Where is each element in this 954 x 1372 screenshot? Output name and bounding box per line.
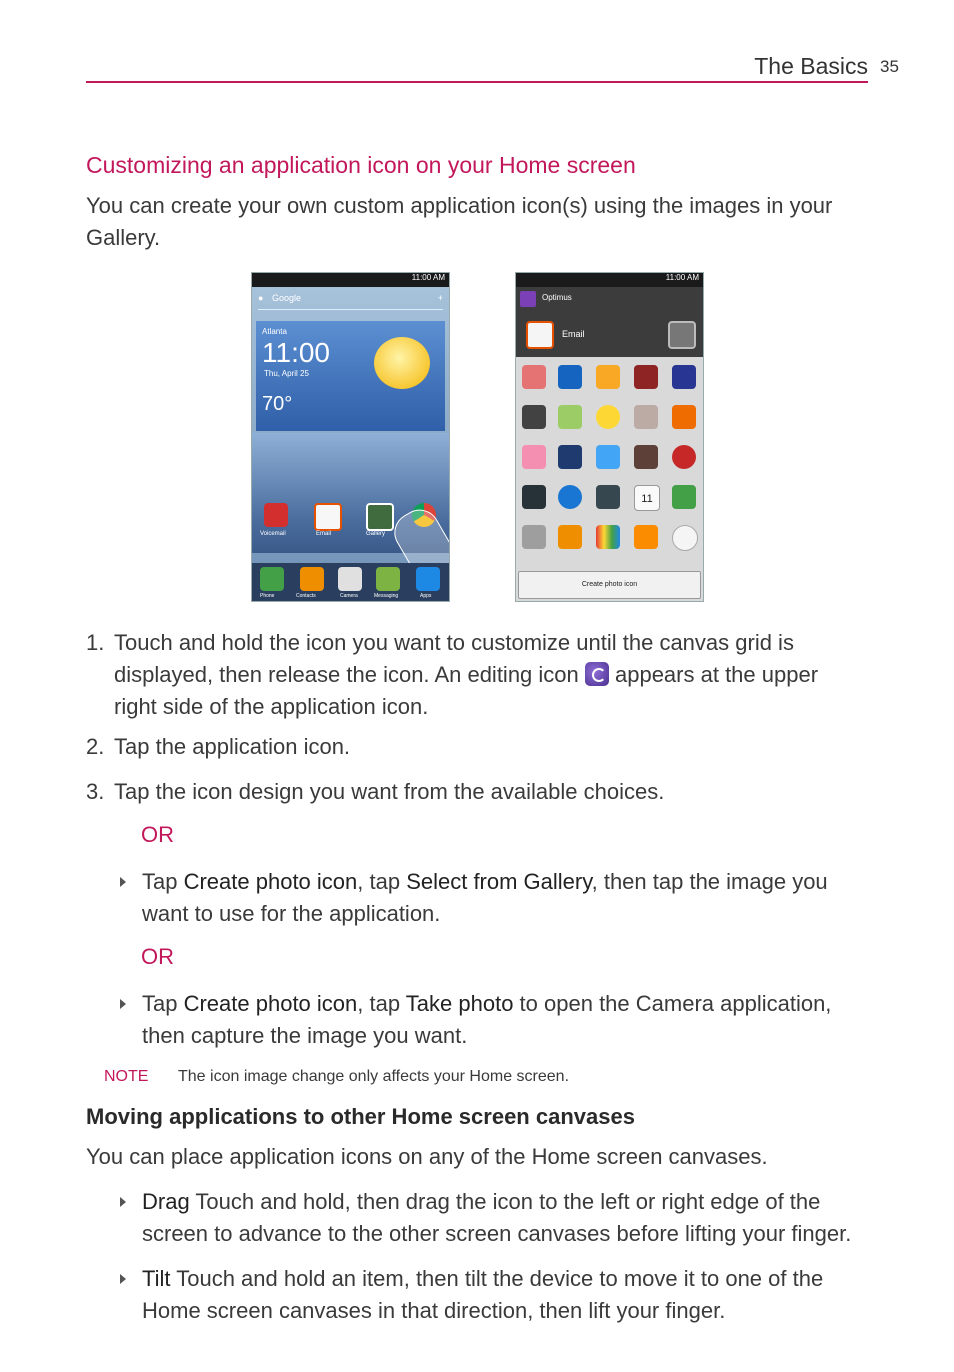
note-label: NOTE [104,1068,149,1085]
status-time: 11:00 AM [411,273,445,282]
calendar-day: 11 [641,493,653,505]
choice-icon[interactable] [558,405,582,429]
dock-label-gallery: Gallery [366,531,386,537]
weather-temp: 70° [262,393,293,415]
plus-icon: + [437,293,443,303]
choice-icon[interactable] [596,405,620,429]
choice-icon[interactable] [558,485,582,509]
create-photo-icon-button[interactable] [518,571,701,599]
edit-icon [585,662,609,686]
dock-label-email: Email [316,531,332,537]
choice-icon[interactable] [596,525,620,549]
term-tilt: Tilt [142,1266,171,1291]
choice-icon[interactable] [672,365,696,389]
create-photo-icon-button-label: Create photo icon [581,581,638,588]
or-label: OR [141,944,174,969]
subsection-intro: You can place application icons on any of the Home screen canvases. [86,1144,768,1169]
weather-clock: 11:00 [262,337,330,368]
step-number: 2. [86,734,105,759]
status-time: 11:00 AM [665,273,699,282]
choice-icon[interactable] [522,445,546,469]
choice-icon[interactable] [672,485,696,509]
option-text: Tap Create photo icon, tap Take photo to open the Camera application, then capture the image you want. [142,991,832,1048]
choice-icon[interactable] [634,445,658,469]
or-label: OR [141,822,174,847]
bullet-arrow-icon [120,877,126,887]
step-number: 1. [86,630,105,655]
search-label: Google [271,293,301,303]
step-number: 3. [86,779,105,804]
note-text: The icon image change only affects your Home screen. [178,1068,570,1085]
email-icon [314,503,342,531]
bullet-arrow-icon [120,1274,126,1284]
step-text [114,627,864,723]
subsection-title: Moving applications to other Home screen canvases [86,1104,635,1129]
bullet-arrow-icon [120,1197,126,1207]
weather-city: Atlanta [262,327,287,336]
term-drag: Drag [142,1189,190,1214]
folder-title: Optimus [542,293,572,302]
bottom-label-contacts: Contacts [296,593,316,599]
choice-icon[interactable] [672,405,696,429]
step-text: Tap the application icon. [114,734,351,759]
email-app-icon [526,321,554,349]
term-select-from-gallery: Select from Gallery [406,869,592,894]
choice-icon[interactable] [634,525,658,549]
step-3 [86,776,866,808]
status-bar [516,273,703,287]
camera-icon [338,567,362,591]
choice-icon[interactable] [522,485,546,509]
step-text-a: Touch and hold the icon you want to customize until the canvas grid is displayed, then release the icon. An editing icon [114,630,794,687]
apps-icon [416,567,440,591]
page-number: 35 [880,57,899,76]
bullet-text: Tilt Touch and hold an item, then tilt the device to move it to one of the Home screen canvases in that direction, then lift your finger. [142,1266,824,1323]
voicemail-icon [264,503,288,527]
choice-icon[interactable] [558,365,582,389]
header-rule [86,81,868,83]
step-1 [86,627,866,723]
choice-icon[interactable] [522,525,546,549]
choice-icon[interactable] [596,365,620,389]
calendar-icon[interactable] [634,485,660,511]
step-text: Tap the icon design you want from the available choices. [114,779,665,804]
bottom-bar [252,563,449,601]
current-icon-preview [668,321,696,349]
choice-icon[interactable] [634,405,658,429]
folder-header [516,287,703,357]
weather-date: Thu, April 25 [264,369,309,378]
term-create-photo-icon: Create photo icon [183,869,358,894]
messaging-icon [376,567,400,591]
option-camera [120,988,860,1052]
section-intro: You can create your own custom application icon(s) using the images in your Gallery. [86,193,833,250]
weather-widget [256,321,445,431]
term-take-photo: Take photo [405,991,514,1016]
option-gallery [120,866,860,930]
status-bar [252,273,449,287]
choice-icon[interactable] [522,365,546,389]
bottom-label-apps: Apps [420,593,432,599]
folder-logo-icon [520,291,536,307]
term-create-photo-icon: Create photo icon [183,991,358,1016]
bottom-label-messaging: Messaging [374,593,399,599]
choice-icon[interactable] [634,365,658,389]
home-screen-screenshot [251,272,450,602]
choice-icon[interactable] [558,525,582,549]
icon-chooser-screenshot [515,272,704,602]
mic-icon: ● [258,293,264,303]
choice-icon[interactable] [596,485,620,509]
dock-label-voicemail: Voicemail [260,531,286,537]
choice-icon[interactable] [672,525,698,551]
step-2 [86,731,866,763]
icon-grid [516,361,703,561]
option-text: Tap Create photo icon, tap Select from Gallery, then tap the image you want to use for the application. [142,869,828,926]
choice-icon[interactable] [558,445,582,469]
sun-icon [374,337,430,389]
bottom-label-camera: Camera [340,593,358,599]
bullet-text: Drag Touch and hold, then drag the icon to the left or right edge of the screen to advance to the other screen canvases before lifting your finger. [142,1189,852,1246]
choice-icon[interactable] [672,445,696,469]
bullet-tilt [120,1263,860,1327]
bottom-label-phone: Phone [260,593,275,599]
choice-icon[interactable] [596,445,620,469]
header-section-title: The Basics [754,53,868,79]
gallery-icon [366,503,394,531]
email-app-label: Email [562,329,585,339]
phone-icon [260,567,284,591]
contacts-icon [300,567,324,591]
bullet-drag [120,1186,860,1250]
step-text-b: appears at the upper right side of the application icon. [114,662,819,719]
search-bar [258,293,443,310]
choice-icon[interactable] [522,405,546,429]
bullet-arrow-icon [120,999,126,1009]
section-title: Customizing an application icon on your Home screen [86,152,636,178]
